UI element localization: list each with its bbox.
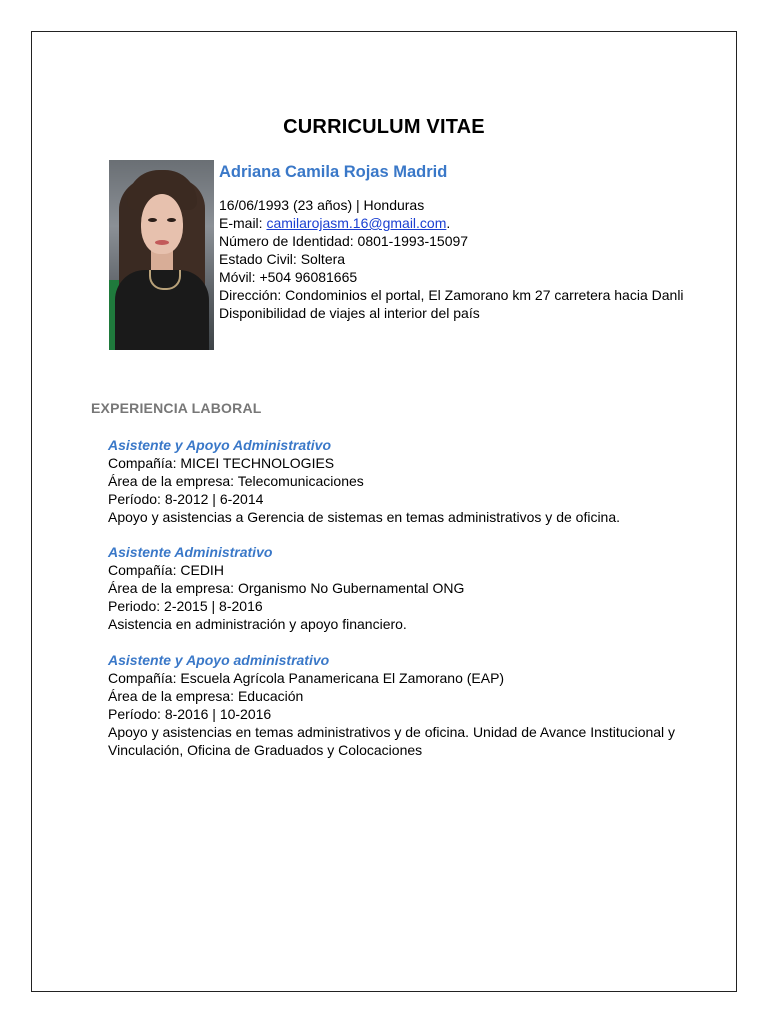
job-entry [108,436,708,526]
candidate-name: Adriana Camila Rojas Madrid [219,163,448,181]
document-page [31,31,737,992]
job-description: Apoyo y asistencias en temas administrativos y de oficina. Unidad de Avance Institucional y Vinculación, Oficina de Graduados y Colocaciones [108,724,676,758]
job-entry [108,543,708,633]
document-title: CURRICULUM VITAE [283,116,485,138]
job-company: Compañía: Escuela Agrícola Panamericana El Zamorano (EAP) [108,670,505,686]
experience-heading: EXPERIENCIA LABORAL [91,400,262,416]
job-area: Área de la empresa: Organismo No Gubernamental ONG [108,580,465,596]
job-period: Período: 8-2012 | 6-2014 [108,491,264,507]
profile-photo [109,160,214,350]
job-period: Período: 8-2016 | 10-2016 [108,706,272,722]
email-label: E-mail: [219,215,267,231]
birth-line: 16/06/1993 (23 años) | Honduras [219,197,425,213]
job-description: Asistencia en administración y apoyo financiero. [108,616,407,632]
personal-info [219,163,699,322]
civil-status-line: Estado Civil: Soltera [219,251,346,267]
email-link[interactable]: camilarojasm.16@gmail.com [266,215,447,231]
email-suffix: . [446,215,451,231]
mobile-line: Móvil: +504 96081665 [219,269,358,285]
id-line: Número de Identidad: 0801-1993-15097 [219,233,469,249]
job-description: Apoyo y asistencias a Gerencia de sistemas en temas administrativos y de oficina. [108,509,621,525]
job-company: Compañía: MICEI TECHNOLOGIES [108,455,335,471]
job-period: Periodo: 2-2015 | 8-2016 [108,598,263,614]
job-entry [108,651,708,759]
job-title: Asistente Administrativo [108,544,273,560]
address-line: Dirección: Condominios el portal, El Zamorano km 27 carretera hacia Danli [219,287,684,303]
travel-line: Disponibilidad de viajes al interior del país [219,305,480,321]
job-company: Compañía: CEDIH [108,562,224,578]
job-area: Área de la empresa: Telecomunicaciones [108,473,364,489]
email-line [219,214,699,232]
job-area: Área de la empresa: Educación [108,688,304,704]
job-title: Asistente y Apoyo administrativo [108,652,330,668]
job-title: Asistente y Apoyo Administrativo [108,437,332,453]
